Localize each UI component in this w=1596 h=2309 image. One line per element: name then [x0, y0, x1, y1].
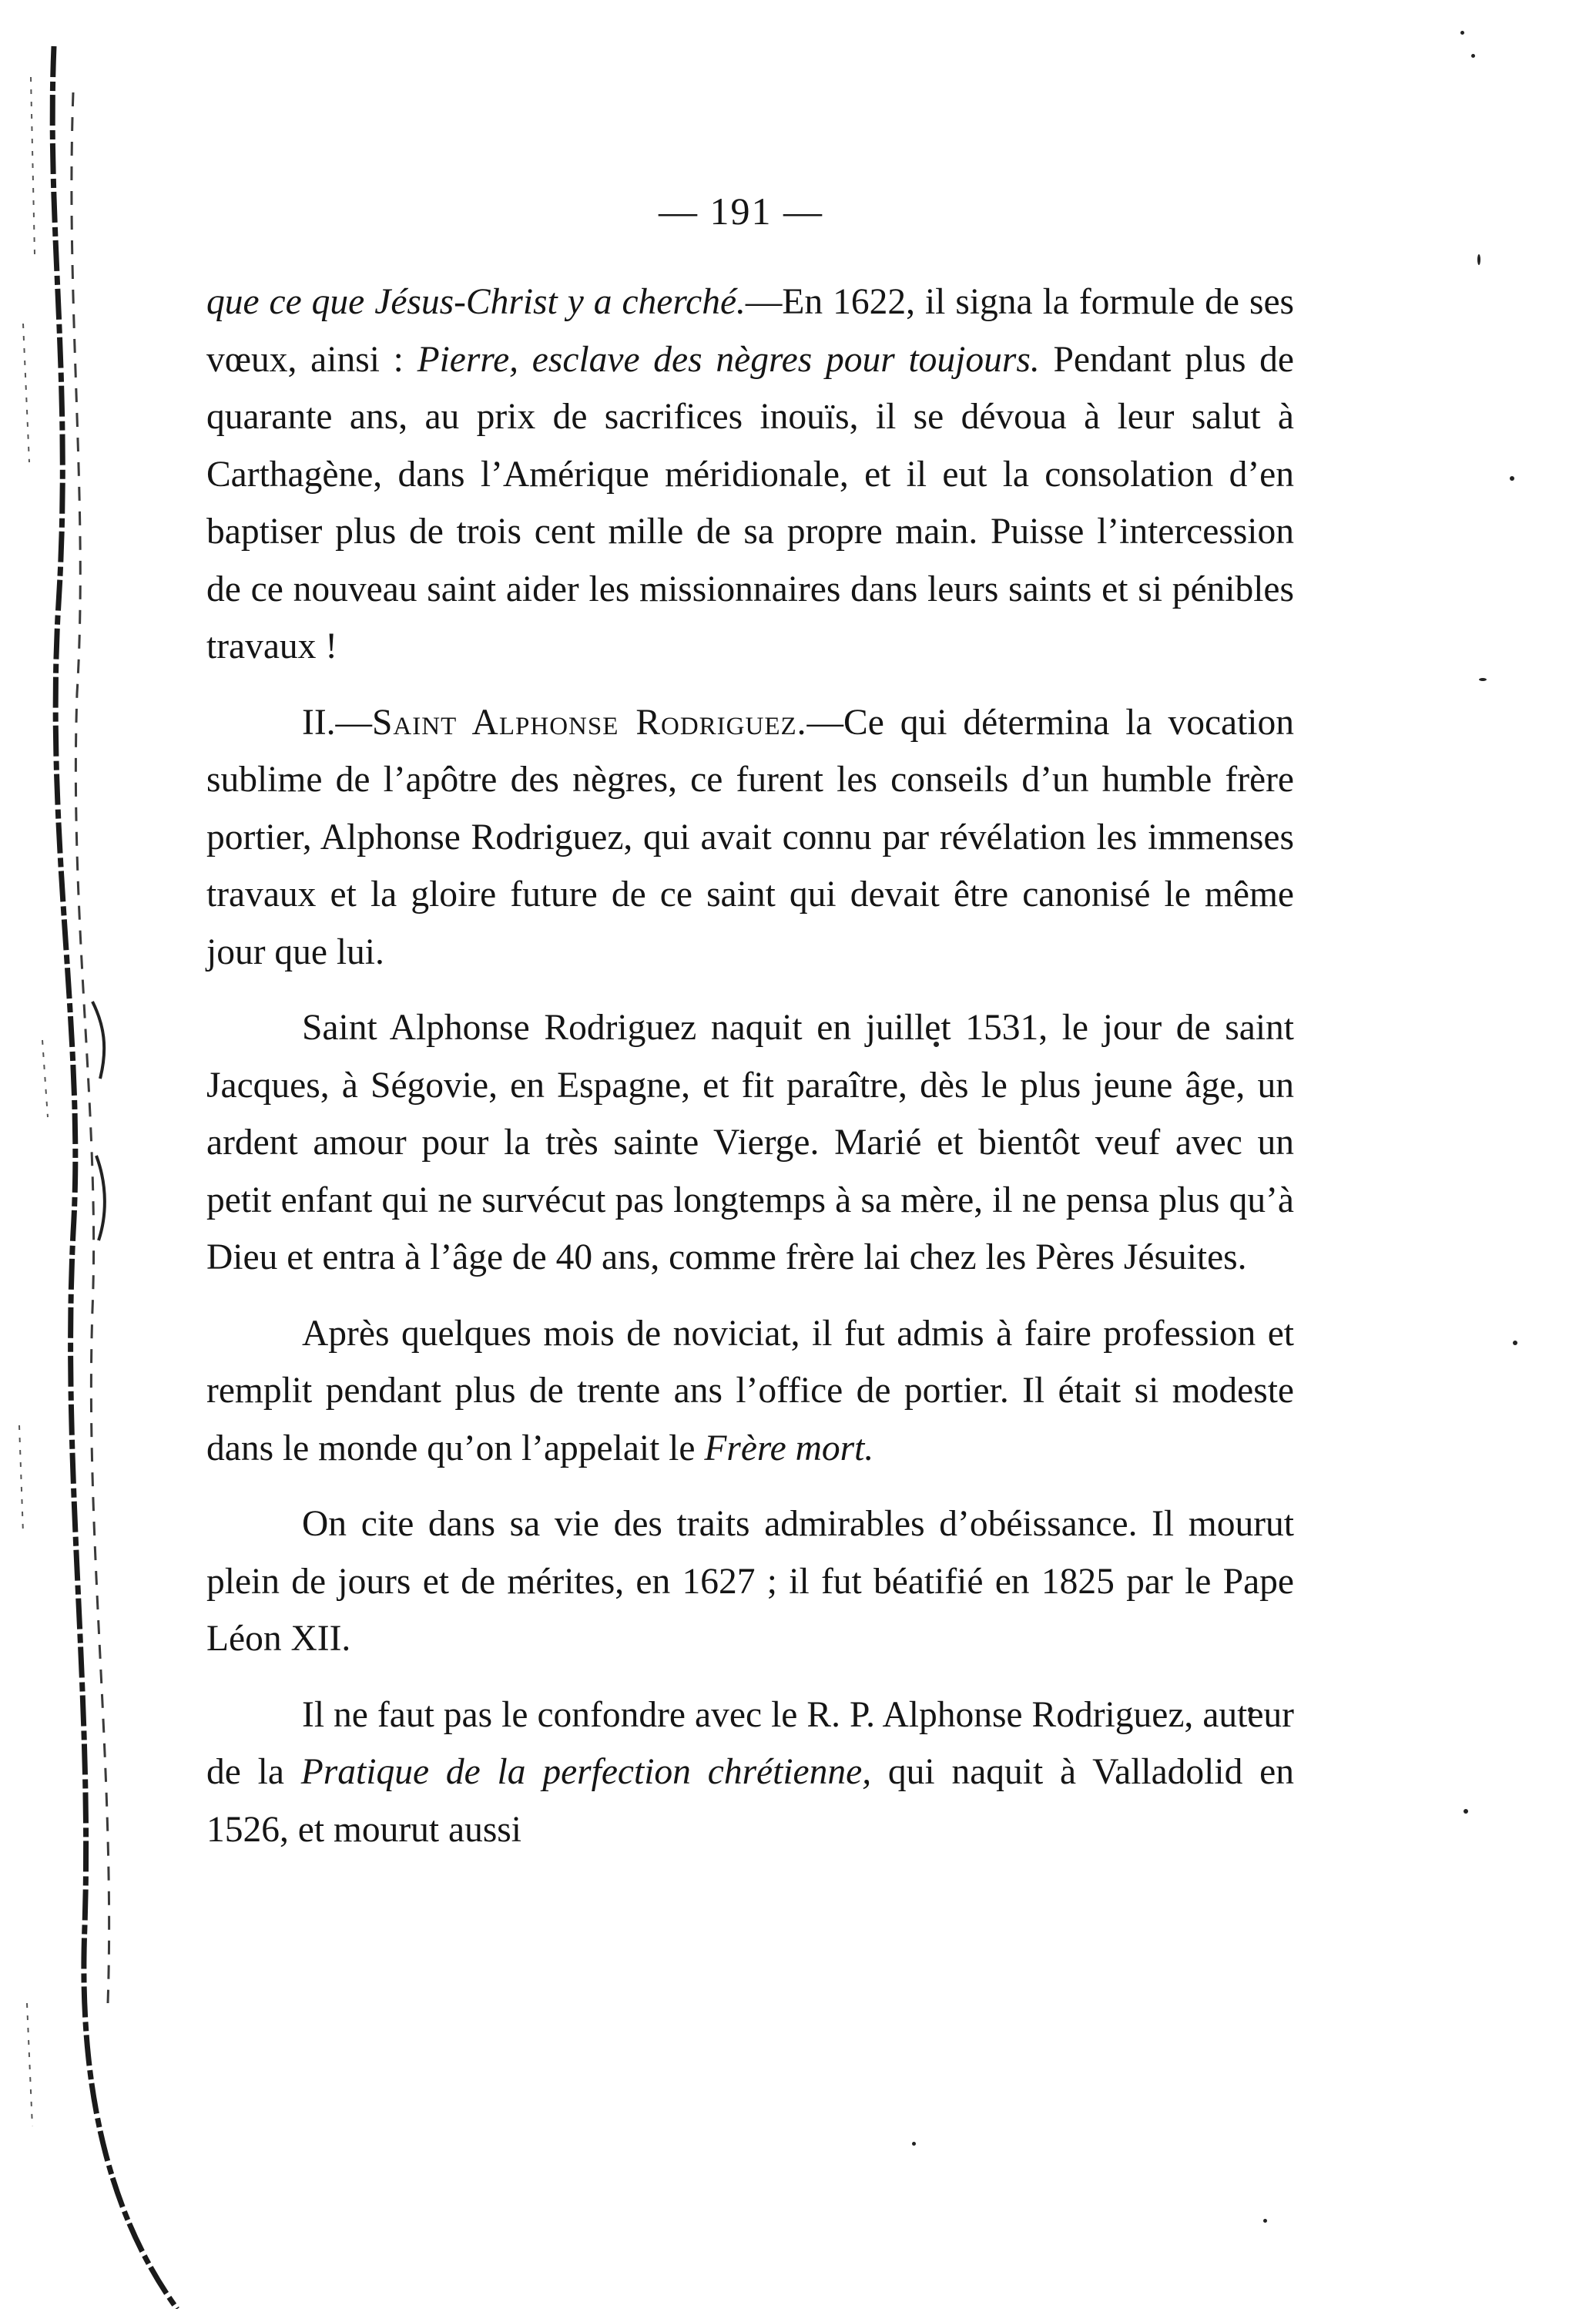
paragraph-confusion — [206, 1686, 1294, 1859]
text-run: —Ce qui détermina la vocation sublime de l’apôtre des nègres, ce furent les conseils d’un humble frère portier, Alphonse Rodriguez, qui avait connu par révélation les immenses travaux et la gloire future de ce saint qui devait être canonisé le même jour que lui. — [206, 702, 1295, 972]
print-speck — [1460, 31, 1464, 35]
text-run: Saint Alphonse Rodriguez naquit en juillet 1531, le jour de saint Jacques, à Ségovie, en Espagne, et fit paraître, dès le plus jeune âge, un ardent amour pour la très sainte Vierge. Marié et bientôt veuf avec un petit enfant qui ne survécut pas longtemps à sa mère, il ne pensa plus qu’à Dieu et entra à l’âge de 40 ans, comme frère lai chez les Pères Jésuites. — [206, 1008, 1294, 1277]
print-speck — [1471, 54, 1475, 58]
section-number: II.— — [302, 702, 373, 743]
paragraph-continuation — [206, 274, 1294, 676]
print-speck — [1464, 1809, 1468, 1814]
text-run: Il ne faut pas le confondre avec le R. P. Alphonse Rodriguez, auteur de la — [206, 1694, 1294, 1792]
text-run: qui naquit à Valladolid en 1526, et mourut aussi — [206, 1752, 1294, 1850]
paragraph-birth — [206, 999, 1294, 1287]
text-run: —En 1622, il signa la formule de ses vœux, ainsi : — [206, 282, 1295, 380]
text-run: Frère mort. — [704, 1428, 874, 1468]
text-run: Pierre, esclave des nègres pour toujours. — [417, 339, 1040, 380]
print-speck — [1510, 476, 1514, 481]
print-speck — [1263, 2219, 1267, 2223]
section-heading: Saint Alphonse Rodriguez. — [372, 702, 807, 743]
text-run: On cite dans sa vie des traits admirables d’obéissance. Il mourut plein de jours et de mérites, en 1627 ; il fut béatifié en 1825 par le Pape Léon XII. — [206, 1504, 1294, 1659]
page-number: — 191 — — [659, 190, 823, 233]
print-speck — [1479, 678, 1487, 681]
paragraph-section-ii — [206, 694, 1294, 982]
binding-edge — [0, 0, 200, 2309]
page-body — [206, 274, 1294, 1858]
print-speck — [1513, 1341, 1517, 1345]
print-speck — [1477, 254, 1480, 265]
text-run: que ce que Jésus-Christ y a cherché. — [206, 282, 746, 322]
text-run: Pratique de la perfection chrétienne, — [300, 1752, 872, 1792]
text-run: Après quelques mois de noviciat, il fut admis à faire profession et remplit pendant plus de trente ans l’office de portier. Il était si modeste dans le monde qu’on l’appelait le — [206, 1313, 1294, 1468]
text-run: Pendant plus de quarante ans, au prix de sacrifices inouïs, il se dévoua à leur salut à Carthagène, dans l’Amérique méridionale, et il eut la consolation d’en baptiser plus de trois cent mille de sa propre main. Puisse l’intercession de ce nouveau saint aider les missionnaires dans leurs saints et si pénibles travaux ! — [206, 339, 1295, 666]
paragraph-novitiate — [206, 1305, 1294, 1478]
paragraph-obedience — [206, 1495, 1294, 1668]
print-speck — [912, 2142, 916, 2146]
